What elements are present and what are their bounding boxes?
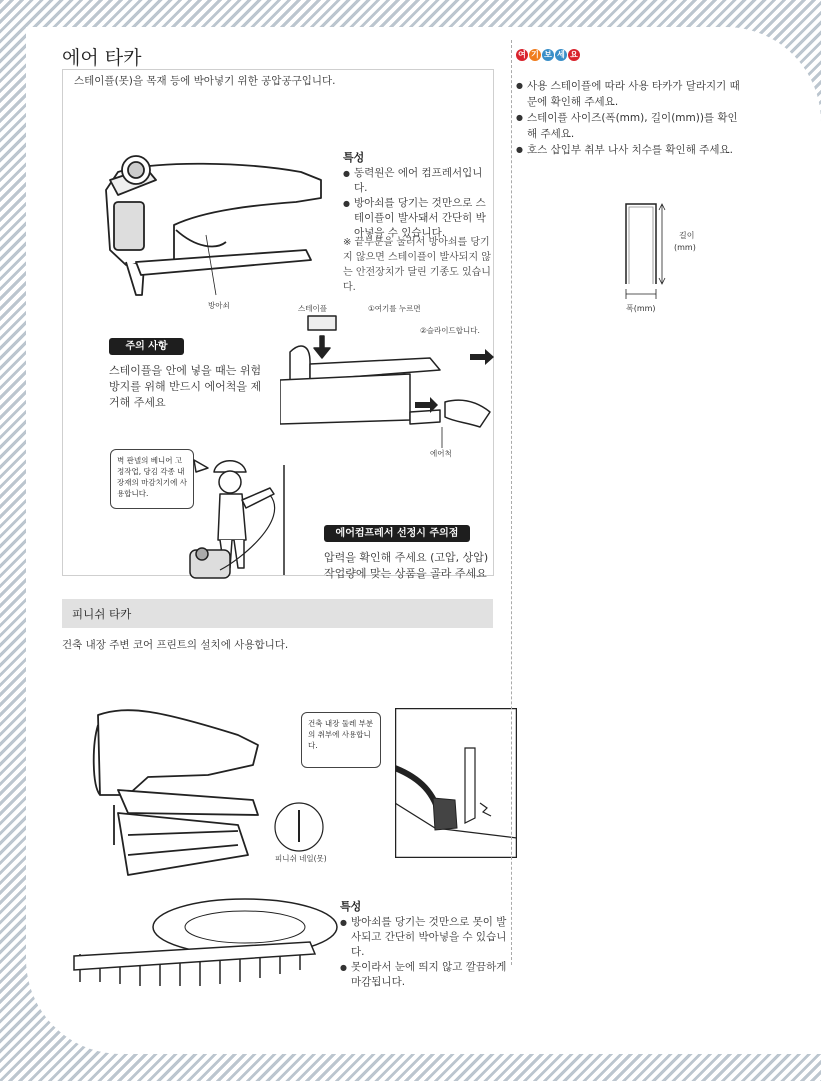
air-feature-item: ● 방아쇠를 당기는 것만으로 스테이플이 발사돼서 간단히 박아넣을 수 있습니다. [343, 196, 493, 241]
compressor-badge: 에어컴프레서 선정시 주의점 [324, 525, 470, 542]
dim-width-label: 폭(mm) [626, 304, 656, 313]
tip-item: ● 호스 삽입부 취부 나사 치수를 확인해 주세요. [516, 142, 746, 158]
caution-badge: 주의 사항 [109, 338, 184, 355]
trigger-label: 방아쇠 [208, 301, 230, 310]
section-bar-finish-tacker [62, 599, 493, 628]
air-safety-note: ※ 끝부분을 눌러서 방아쇠를 당기지 않으면 스테이플이 발사되지 않는 안전장치가 달린 기종도 있습니다. [343, 237, 491, 293]
finish-feature-item: ● 방아쇠를 당기는 것만으로 못이 발사되고 간단히 박아넣을 수 있습니다. [340, 915, 510, 960]
slide-label: ②슬라이드합니다. [420, 326, 480, 335]
section-title-finish-tacker: 피니쉬 타카 [72, 607, 132, 621]
tip-item: ● 스테이플 사이즈(폭(mm), 길이(mm))를 확인해 주세요. [516, 110, 746, 142]
finish-features-title: 특성 [340, 900, 362, 913]
dim-length-label: 길이 [679, 231, 695, 240]
dim-length-unit: (mm) [674, 243, 696, 252]
air-tacker-intro: 스테이플(못)을 목재 등에 박아넣기 위한 공압공구입니다. [74, 75, 336, 87]
wall-work-illustration [395, 708, 517, 858]
tip-item: ● 사용 스테이플에 따라 사용 타카가 달라지기 때문에 확인해 주세요. [516, 78, 746, 110]
air-features-list [343, 166, 493, 241]
press-here-label: ①여기를 누르면 [368, 304, 421, 313]
usage-speech-bubble: 벽 판넬의 베니어 고정작업, 당김 각종 내장재의 마감치기에 사용합니다. [110, 449, 194, 509]
tips-badge-char: 기 [529, 49, 541, 61]
finish-feature-item: ● 못이라서 눈에 띄지 않고 깔끔하게 마감됩니다. [340, 960, 510, 990]
staple-loading-diagram [280, 302, 495, 462]
air-feature-item: ● 동력원은 에어 컴프레서입니다. [343, 166, 493, 196]
tips-badge-char: 보 [542, 49, 554, 61]
finish-tacker-intro: 건축 내장 주변 코어 프린트의 설치에 사용합니다. [62, 639, 289, 651]
caution-text: 스테이플을 안에 넣을 때는 위험 방지를 위해 반드시 에어척을 제거해 주세요 [109, 364, 262, 409]
staple-dimension-diagram [610, 200, 705, 318]
tips-badge-char: 세 [555, 49, 567, 61]
column-divider [511, 40, 512, 965]
air-chuck-label: 에어척 [430, 449, 452, 458]
tips-list [516, 78, 746, 158]
air-features-title: 특성 [343, 151, 365, 164]
finish-tacker-illustration [88, 705, 278, 895]
finish-nail-label: 피니쉬 네일(못) [275, 854, 327, 863]
worker-illustration [180, 450, 310, 585]
finish-speech-bubble: 건축 내장 둘레 부분의 취부에 사용합니다. [301, 712, 381, 768]
tips-badge-char: 요 [568, 49, 580, 61]
staple-label: 스테이플 [298, 304, 327, 313]
nail-coil-illustration [70, 892, 340, 1002]
finish-features-list [340, 915, 510, 990]
tips-badge [516, 42, 581, 61]
air-tacker-illustration [96, 150, 336, 315]
tips-badge-char: 여 [516, 49, 528, 61]
section-title-air-tacker: 에어 타카 [62, 47, 142, 69]
finish-nail-illustration [272, 800, 332, 865]
compressor-text: 압력을 확인해 주세요 (고압, 상압) 작업량에 맞는 상품을 골라 주세요 [324, 551, 489, 580]
